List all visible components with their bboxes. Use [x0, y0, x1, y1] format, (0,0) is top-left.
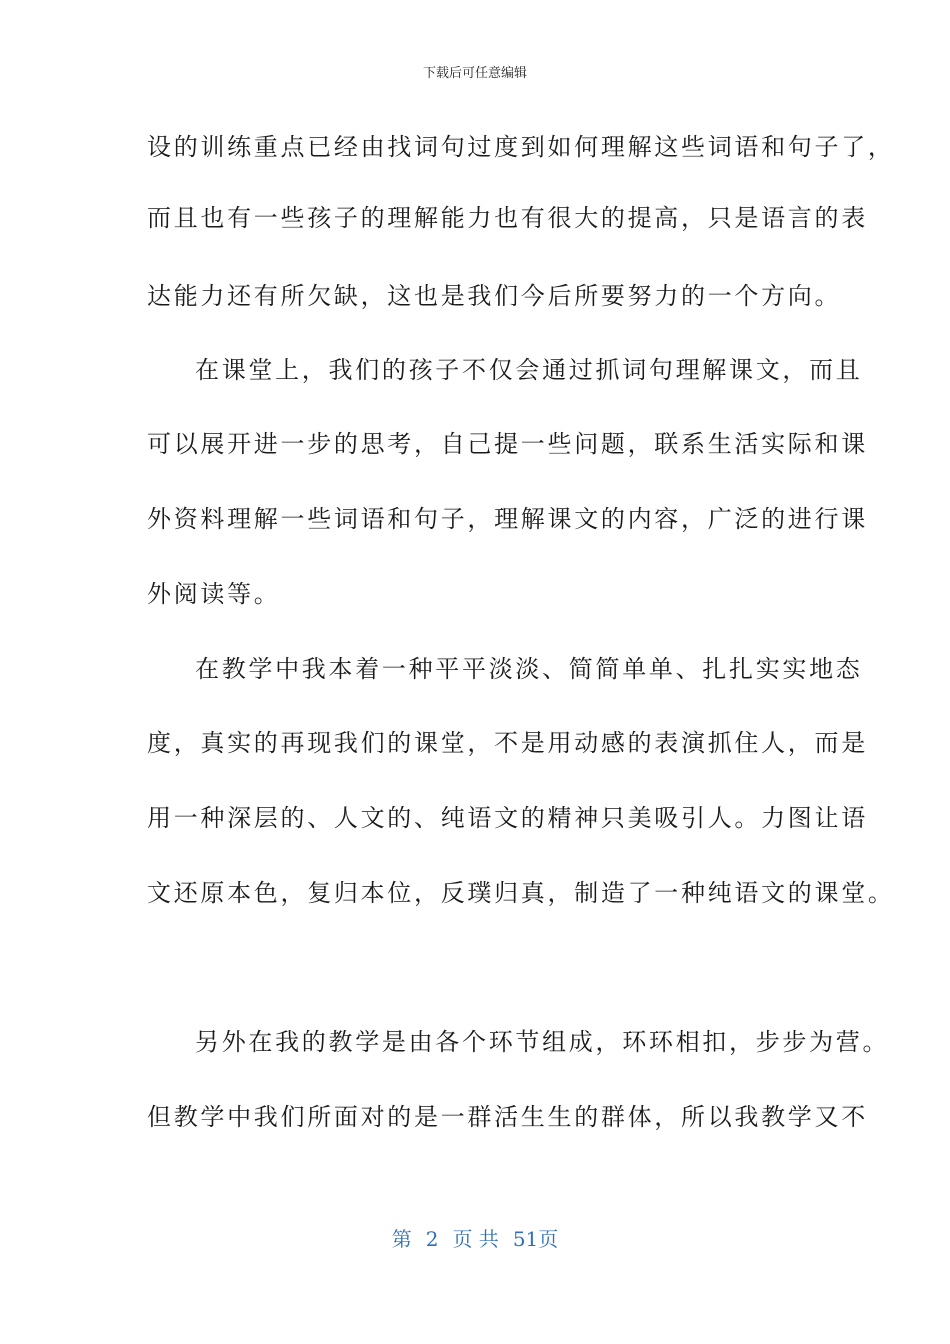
- footer-prefix: 第: [391, 1227, 412, 1251]
- text-line: 但教学中我们所面对的是一群活生生的群体，所以我教学又不: [147, 1103, 868, 1131]
- text-line: 用一种深层的、人文的、纯语文的精神只美吸引人。力图让语: [147, 804, 868, 832]
- text-line: 外阅读等。: [147, 580, 281, 608]
- current-page-number: 2: [425, 1227, 439, 1251]
- page-number-footer: [0, 1226, 950, 1252]
- paragraph-first-line: 在教学中我本着一种平平淡淡、简简单单、扎扎实实地态: [195, 655, 863, 683]
- text-line: 设的训练重点已经由找词句过度到如何理解这些词语和句子了，: [147, 133, 895, 161]
- text-line: 可以展开进一步的思考，自己提一些问题，联系生活实际和课: [147, 430, 868, 458]
- footer-middle: 页 共: [452, 1227, 499, 1251]
- paragraph-first-line: 另外在我的教学是由各个环节组成，环环相扣，步步为营。: [195, 1028, 890, 1056]
- text-line: 文还原本色，复归本位，反璞归真，制造了一种纯语文的课堂。: [147, 879, 895, 907]
- text-line: 度，真实的再现我们的课堂，不是用动感的表演抓住人，而是: [147, 729, 868, 757]
- paragraph-first-line: 在课堂上，我们的孩子不仅会通过抓词句理解课文，而且: [195, 356, 863, 384]
- text-line: 而且也有一些孩子的理解能力也有很大的提高，只是语言的表: [147, 204, 868, 232]
- text-line: 达能力还有所欠缺，这也是我们今后所要努力的一个方向。: [147, 282, 842, 310]
- footer-suffix: 页: [538, 1227, 559, 1251]
- total-pages: 51: [512, 1227, 539, 1251]
- text-line: 外资料理解一些词语和句子，理解课文的内容，广泛的进行课: [147, 505, 868, 533]
- page-header: 下载后可任意编辑: [422, 66, 527, 81]
